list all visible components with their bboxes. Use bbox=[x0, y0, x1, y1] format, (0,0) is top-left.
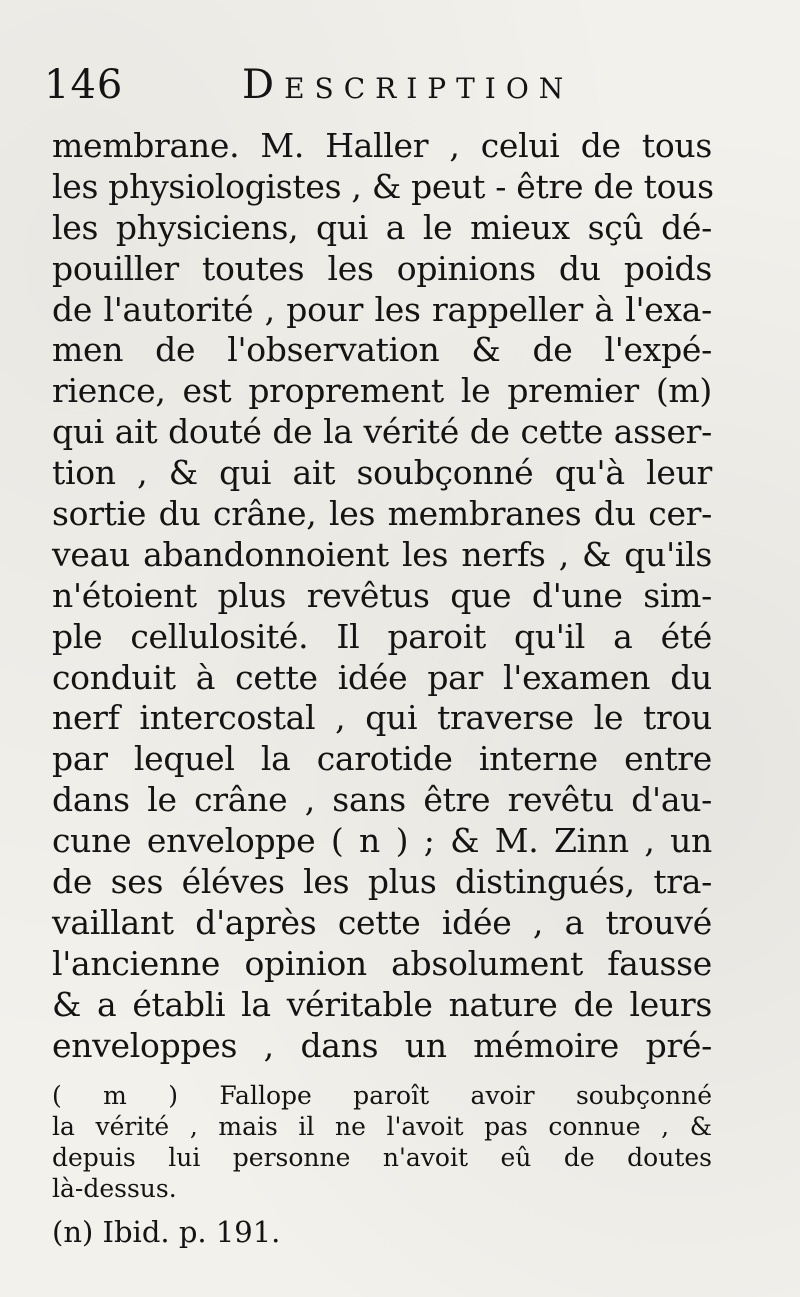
page-number: 146 bbox=[44, 62, 124, 108]
text-line: enveloppes , dans un mémoire pré- bbox=[52, 1025, 712, 1065]
text-line: n'étoient plus revêtus que d'une sim- bbox=[52, 575, 712, 615]
text-line: par lequel la carotide interne entre bbox=[52, 739, 712, 779]
footnote-m-line: la vérité , mais il ne l'avoit pas connue , & bbox=[52, 1112, 712, 1141]
text-line: les physiologistes , & peut - être de tous bbox=[52, 166, 714, 206]
text-line: ple cellulosité. Il paroit qu'il a été bbox=[52, 616, 712, 656]
text-line: pouiller toutes les opinions du poids bbox=[52, 248, 712, 288]
running-head bbox=[44, 58, 764, 118]
text-line: nerf intercostal , qui traverse le trou bbox=[52, 698, 712, 738]
text-line: cune enveloppe ( n ) ; & M. Zinn , un bbox=[52, 821, 712, 861]
text-line: membrane. M. Haller , celui de tous bbox=[52, 126, 712, 165]
text-line: l'ancienne opinion absolument fausse bbox=[52, 943, 712, 983]
running-head-title: Description bbox=[242, 62, 574, 108]
footnote-n: (n) Ibid. p. 191. bbox=[52, 1215, 281, 1249]
text-line: tion , & qui ait soubçonné qu'à leur bbox=[52, 453, 712, 493]
text-line: rience, est proprement le premier (m) bbox=[52, 371, 712, 411]
text-line: de l'autorité , pour les rappeller à l'exa- bbox=[52, 289, 712, 329]
text-line: sortie du crâne, les membranes du cer- bbox=[52, 494, 712, 534]
text-line: men de l'observation & de l'expé- bbox=[52, 330, 712, 370]
text-line: conduit à cette idée par l'examen du bbox=[52, 657, 712, 697]
text-line: veau abandonnoient les nerfs , & qu'ils bbox=[52, 534, 712, 574]
footnote-m-line: ( m ) Fallope paroît avoir soubçonné bbox=[52, 1081, 712, 1110]
footnotes bbox=[52, 1080, 712, 1250]
text-line: vaillant d'après cette idée , a trouvé bbox=[52, 902, 712, 942]
text-line: & a établi la véritable nature de leurs bbox=[52, 984, 712, 1024]
text-line: les physiciens, qui a le mieux sçû dé- bbox=[52, 207, 712, 247]
body-text bbox=[52, 126, 712, 1066]
footnote-m-line: depuis lui personne n'avoit eû de doutes bbox=[52, 1143, 712, 1172]
footnote-m-line: là-dessus. bbox=[52, 1174, 177, 1203]
text-line: dans le crâne , sans être revêtu d'au- bbox=[52, 780, 712, 820]
text-line: de ses éléves les plus distingués, tra- bbox=[52, 862, 712, 902]
text-line: qui ait douté de la vérité de cette asser- bbox=[52, 412, 712, 452]
